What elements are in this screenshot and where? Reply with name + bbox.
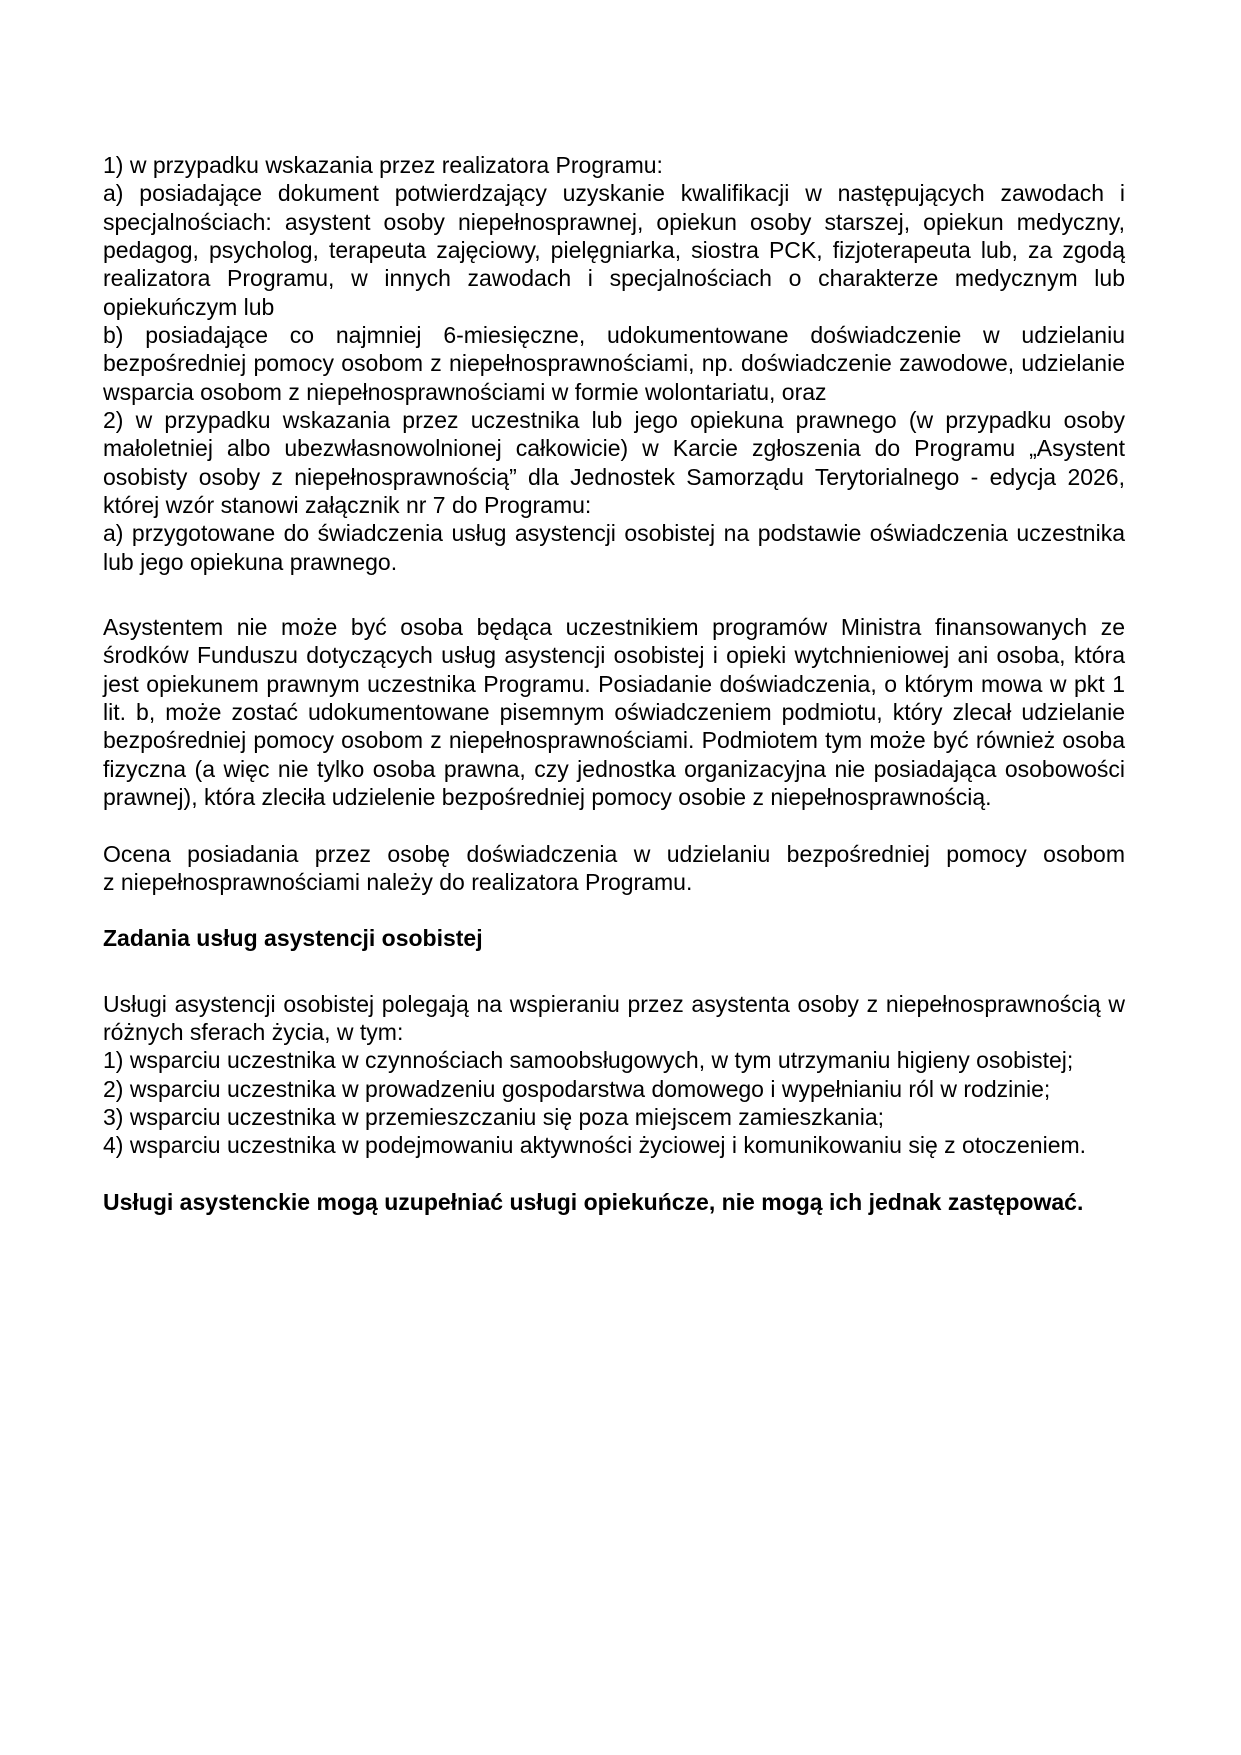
section-heading-zadania: Zadania usług asystencji osobistej (103, 925, 483, 952)
list-item-2a: a) przygotowane do świadczenia usług asystencji osobistej na podstawie oświadczenia uczestnika lub jego opiekuna prawnego. (103, 520, 1125, 575)
list-item-1: 1) w przypadku wskazania przez realizatora Programu: (103, 152, 663, 178)
list-item-1b: b) posiadające co najmniej 6-miesięczne, udokumentowane doświadczenie w udzielaniu bezpośredniej pomocy osobom z niepełnosprawnościami, np. doświadczenie zawodowe, udzielanie wsparcia osobom z niepełnosprawnościami w formie wolontariatu, oraz (103, 321, 1125, 405)
document-text-block (103, 151, 1125, 1216)
list-item-z2: 2) wsparciu uczestnika w prowadzeniu gospodarstwa domowego i wypełnianiu ról w rodzinie; (103, 1075, 1051, 1102)
list-item-z3: 3) wsparciu uczestnika w przemieszczaniu się poza miejscem zamieszkania; (103, 1104, 885, 1131)
list-item-1a: a) posiadające dokument potwierdzający uzyskanie kwalifikacji w następujących zawodach i specjalnościach: asystent osoby niepełnosprawnej, opiekun osoby starszej, opiekun medyczny, pedagog, psycholog, terapeuta zajęciowy, pielęgniarka, siostra PCK, fizjoterapeuta lub, za zgodą realizatora Programu, w innych zawodach i specjalnościach o charakterze medycznym lub opiekuńczym lub (103, 180, 1125, 320)
list-item-z4: 4) wsparciu uczestnika w podejmowaniu aktywności życiowej i komunikowaniu się z otoczeniem. (103, 1132, 1087, 1159)
paragraph-uslugi-intro: Usługi asystencji osobistej polegają na wspieraniu przez asystenta osoby z niepełnosprawnością w różnych sferach życia, w tym: (103, 990, 1125, 1046)
paragraph-asystent: Asystentem nie może być osoba będąca uczestnikiem programów Ministra finansowanych ze środków Funduszu dotyczących usług asystencji osobistej i opieki wytchnieniowej ani osoba, która jest opiekunem prawnym uczestnika Programu. Posiadanie doświadczenia, o którym mowa w pkt 1 lit. b, może zostać udokumentowane pisemnym oświadczeniem podmiotu, który zlecał udzielanie bezpośredniej pomocy osobom z niepełnosprawnościami. Podmiotem tym może być również osoba fizyczna (a więc nie tylko osoba prawna, czy jednostka organizacyjna nie posiadająca osobowości prawnej), która zleciła udzielenie bezpośredniej pomocy osobie z niepełnosprawnością. (103, 613, 1125, 810)
list-item-2: 2) w przypadku wskazania przez uczestnika lub jego opiekuna prawnego (w przypadku osoby małoletniej albo ubezwłasnowolnionej całkowicie) w Karcie zgłoszenia do Programu „Asystent osobisty osoby z niepełnosprawnością” dla Jednostek Samorządu Terytorialnego - edycja 2026, której wzór stanowi załącznik nr 7 do Programu: (103, 406, 1125, 518)
paragraph-final-bold: Usługi asystenckie mogą uzupełniać usługi opiekuńcze, nie mogą ich jednak zastępować. (103, 1189, 1084, 1216)
paragraph-ocena: Ocena posiadania przez osobę doświadczenia w udzielaniu bezpośredniej pomocy osobom z niepełnosprawnościami należy do realizatora Programu. (103, 840, 1125, 895)
list-item-z1: 1) wsparciu uczestnika w czynnościach samoobsługowych, w tym utrzymaniu higieny osobistej; (103, 1047, 1074, 1074)
